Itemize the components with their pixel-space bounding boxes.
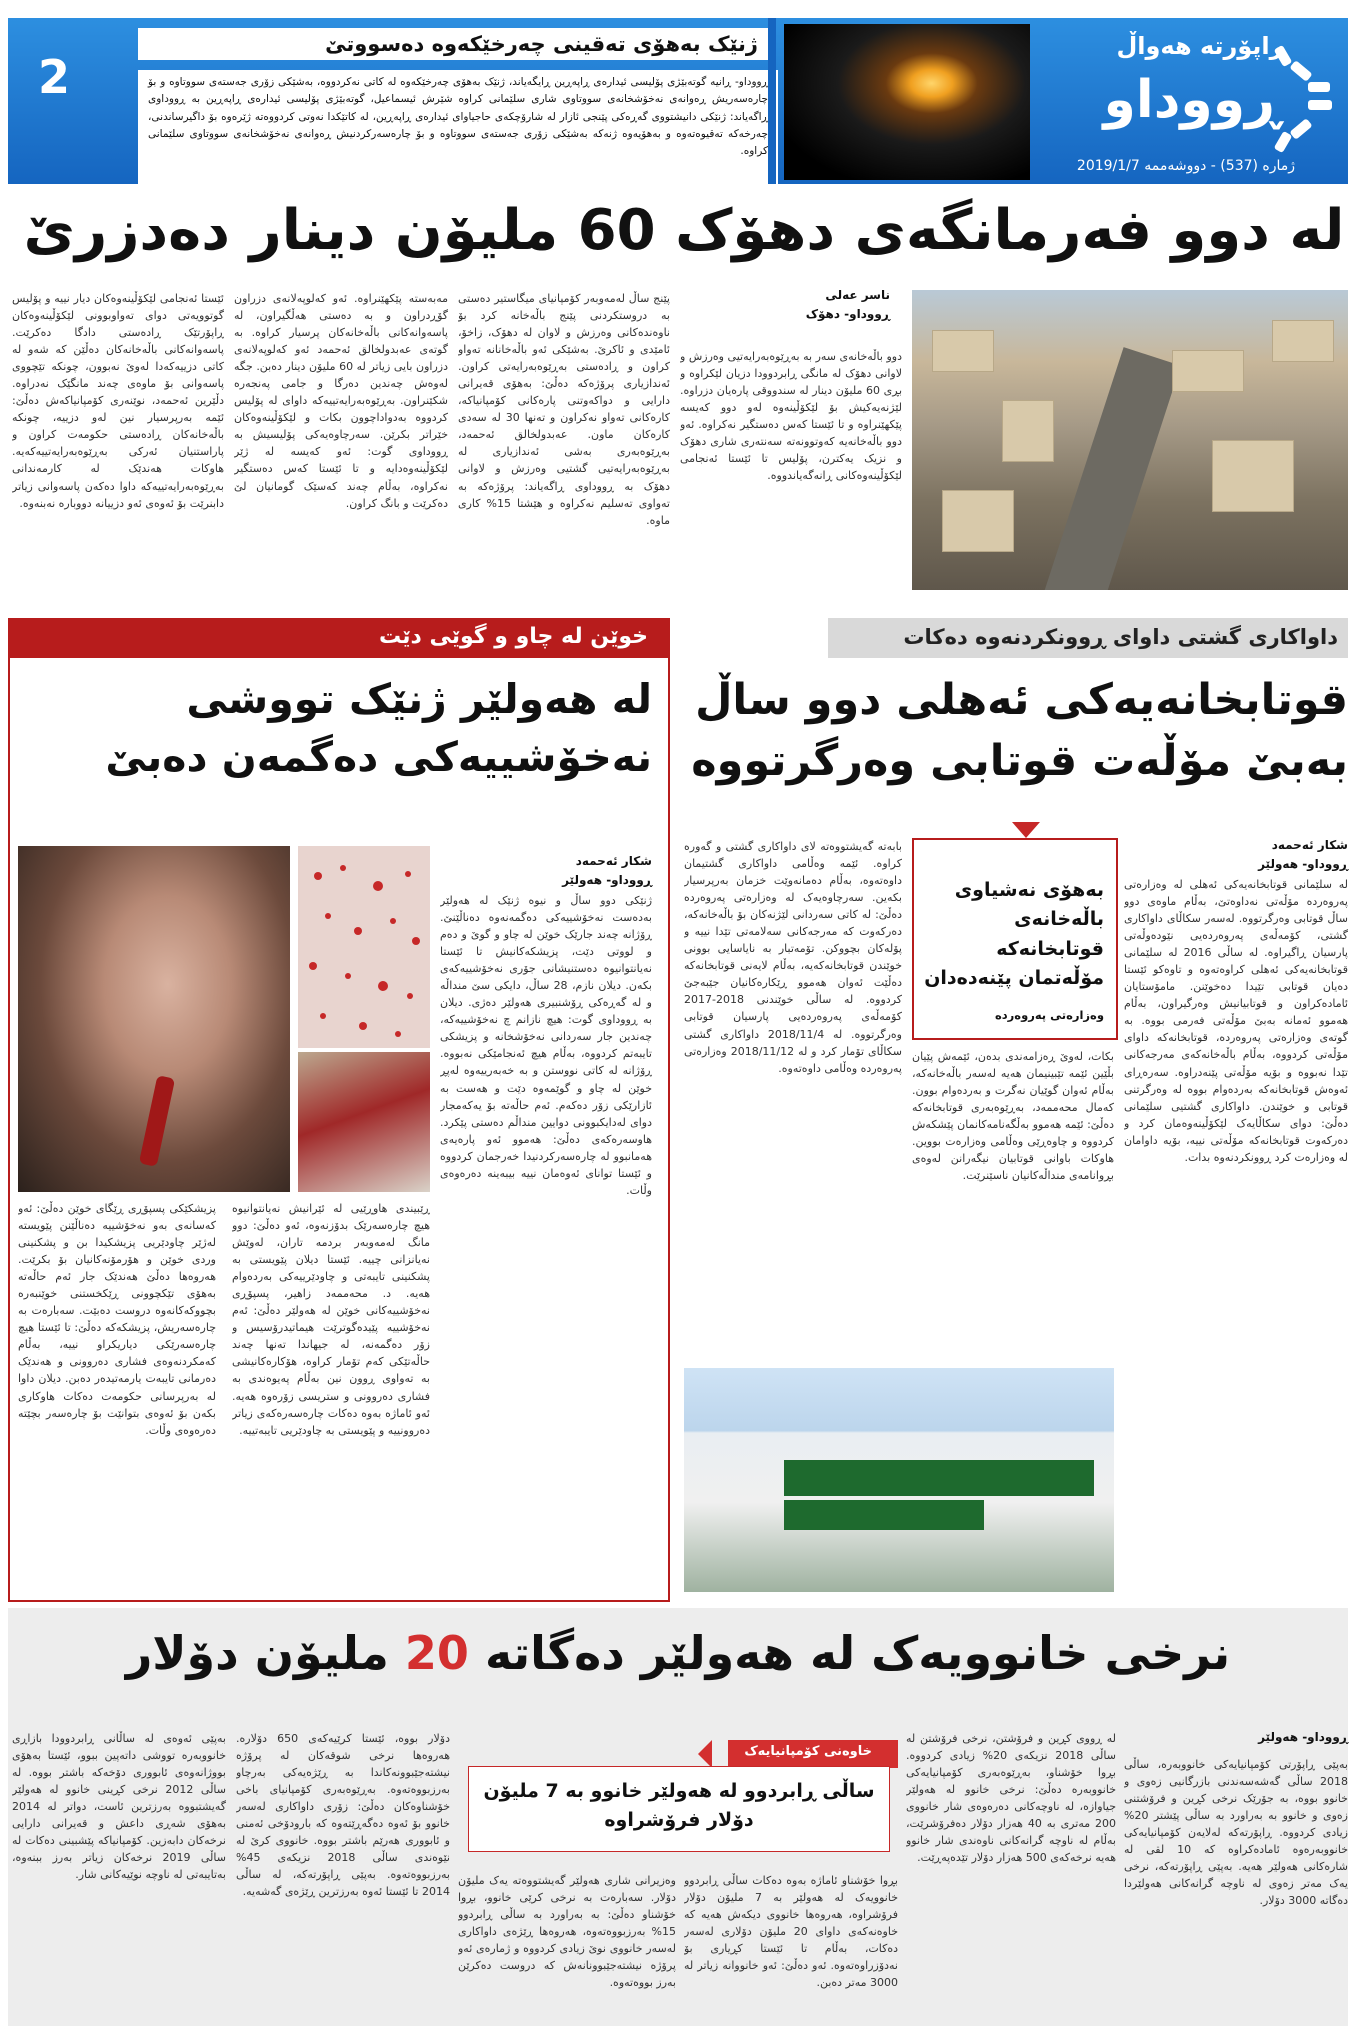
school-sign-lower [784,1500,984,1530]
chevron-left-icon [698,1740,712,1768]
right-column-3: بابەتە گەیشتووەتە لای داواکاری گشتی و گەورە کراوە. ئێمە وەڵامی داواکاری گشتیمان داوەتەوە، بەڵام دەمانەوێت خزمان بەرپرسیار بکەین. سەرچاوەیەک لە وەزارەتی پەروەردە دەڵێ: لە کاتی سەردانی لێژنەکان بۆ باڵەخانەکە، دەرکەوت کە مەرجەکانی سەلامەتی تێدا نییە و پۆلەکان بچووکن. تۆمەتبار بە نایاسایی بوونی خوێندن قوتابخانەکەیە، بەڵام لایەنی قوتابخانەکە دەڵێت ئەوان هەموو ڕێکارەکانیان جێبەجێ کردووە. لە ساڵی خوێندنی 2018-2017 کۆمەڵەی پەروەردەیی پارسیان قوتابی وەرگرتووە. لە 2018/11/4 داواکاری گشتی سکاڵای تۆمار کرد و لە 2018/11/12 وەزارەتی پەروەردە وەڵامی داوەتەوە. [684,840,902,1075]
bottom-column-5: دۆلار بووە، ئێستا کرێیەکەی 650 دۆلارە. هەروەها نرخی شوقەکان لە پرۆژە نیشتەجێبوونەکاندا بە ڕێژەیەکی بەرچاو بەرزبووەتەوە. بەڕێوەبەری کۆمپانیای باخی خۆشناوەکان دەڵێ: زۆری داواکاری لەسەر خانوو بۆ ئەوە دەگەڕێتەوە کە بارودۆخی ئەمنی و ئابووری هەرێم باشتر بووە. خانووی کرێ لە نێوەندی ساڵی 2018 نزیکەی 45% بەرزبووەتەوە. بەپێی ڕاپۆرتەکە، لە ساڵی 2014 تا ئێستا ئەوە بەرزترین ڕێژەی گەشەیە. [236,1732,450,1899]
teaser-text: ڕووداو- ڕانیە گوتەبێژی پۆلیسی ئیدارەی ڕاپەڕین ڕایگەیاند، ژنێک بەهۆی چەرخێکەوە لە کاتی نەکردووە، بەشێکی زۆری جەستەی سووتاوە و بۆ چارەسەریش ڕەوانەی نەخۆشخانەی سووتاوی شاری سلێمانی کراوە شێرش ئیسماعیل، گوتەبێژی پۆلیسی ئیدارەی ڕاپەڕین بە ڕووداوی ڕاگەیاند: ژنێکی دانیشتووی گەڕەکی پێنجی ئازار لە شارۆچکەی حاجیاوای ئیدارەی ڕاپەڕین، لە کاتێکدا نەوتی کردووەتە ژێرەوە بۆ داگیرساندنی، چەرخەکە تەقیوەتەوە و بەهۆیەوە ژنەکە بەشێکی زۆری جەستەی سووتاوە و بۆ چارەسەرکردنیش ڕەوانەی نەخۆشخانەی سووتاوی سلێمانی کراوە. [138,70,778,188]
byline-place: ڕووداو- دهۆک [805,307,890,322]
quote-banner-text: خاوەنی کۆمپانیایەک [744,1744,872,1759]
issue-info: ژمارە (537) - دووشەممە 2019/1/7 [1076,158,1296,174]
road [1043,347,1180,590]
left-story-byline [440,852,652,890]
building [1272,320,1334,362]
blood-drops-svg [298,846,430,1048]
quote-banner [728,1740,898,1768]
main-headline[interactable]: لە دوو فەرمانگەی دهۆک 60 ملیۆن دینار دەدزرێ [23,198,1345,263]
duhok-byline [680,286,890,324]
byline-name: ناسر عەلی [825,288,890,302]
chevron-down-icon [1012,822,1040,838]
left-banner-text: خوێن لە چاو و گوێی دێت [378,624,648,649]
right-column-2: بکات، لەوێ ڕەزامەندی بدەن، ئێمەش پێیان بڵێین ئێمە تێبینیمان هەیە لەسەر باڵەخانەکە، بەڵام ئەوان گوێیان نەگرت و بەردەوام بوون. کەمال محەممەد، بەڕێوەبەری قوتابخانەکە دەڵێ: ئێمە هەموو بەڵگەنامەکانمان پێشکەش کردووە و چاوەڕێی وەڵامی وەزارەت بووین. هاوکات باوانی قوتابیان نیگەرانن لەوەی بڕوانامەی منداڵەکانیان ناسێنرێت. [912,1050,1114,1183]
byline-place: ڕووداو- هەولێر [562,873,652,888]
pullquote-source: وەزارەتی پەروەردە [994,1008,1104,1022]
headline-part: ملیۆن دۆلار [125,1626,405,1680]
pullquote-text: بەهۆی نەشیاوی باڵەخانەی قوتابخانەکە مۆڵەتمان پێنەدەدان [924,879,1104,990]
building [932,330,994,372]
school-building-photo [684,1368,1114,1592]
left-column-3: پزیشکێکی پسپۆڕی ڕێگای خوێن دەڵێ: ئەو کەسانەی بەو نەخۆشییە دەناڵێنن پێویستە لەژێر چاودێریی پزیشکیدا بن و پشکنینی وردی خوێن و هۆرمۆنەکانیان بۆ بکرێت. هەروەها دەڵێ هەندێک جار ئەم حاڵەتە بەهۆی تێکچوونی ڕێکخستنی خوێنبەرە بچووکەکانەوە دروست دەبێت. سەبارەت بە چارەسەریش، پزیشکەکە دەڵێ: تا ئێستا هیچ چارەسەرێکی دیاریکراو نییە، بەڵام کەمکردنەوەی فشاری دەروونی و هەندێک دەرمانی تایبەت یارمەتیدەر دەبن. دیلان داوا لە بەرپرسانی حکومەت دەکات هاوکاری بکەن بۆ ئەوەی بتوانێت بۆ چارەسەر بچێتە دەرەوەی وڵات. [18,1202,216,1437]
duhok-column-2: پێنج ساڵ لەمەوبەر کۆمپانیای میگاستیر دەستی بە دروستکردنی پێنج باڵەخانە کرد بۆ ناوەندەکانی وەرزش و لاوان لە دهۆک، زاخۆ، ئامێدی و ئاکرێ. بەشێکی ئەو باڵەخانانە تەواو کراون و ڕادەستی بەڕێوەبەرایەتی کراون. ئەندازیاری پرۆژەکە دەڵێ: بەهۆی قەیرانی دارایی و دواکەوتنی پارەکانی کۆمپانیاکە، کارەکانی تەواو نەکراون و تەنها 30 لە سەدی کارەکان ماون. عەبدولخالق ئەحمەد، بەڕێوەبەری بەشی ئەندازیاری لە بەڕێوەبەرایەتیی گشتیی وەرزش و لاوانی دهۆک بە ڕووداوی ڕاگەیاند: پرۆژەکە بە تەواوی تەسلیم نەکراوە و هێشتا 15% کاری ماوە. [458,292,670,527]
blood-streak [139,1075,175,1167]
quote-frame [468,1766,890,1852]
bottom-column-2: لە ڕووی کڕین و فرۆشتن، نرخی فرۆشتن لە ساڵی 2018 نزیکەی 20% زیادی کردووە. بڕوا خۆشناو، بەڕێوەبەری کۆمپانیایەکی خانووبەرە دەڵێ: نرخی خانوو لە هەولێر جیاوازە، لە ناوچەکانی دەرەوەی شار خانووی 200 مەتری بە 40 هەزار دۆلار دەفرۆشرێت، بەڵام لە ناوچە گرانەکانی ناوەندی شار خانوو هەیە نرخەکەی 500 هەزار دۆلار تێدەپەڕێت. [906,1732,1116,1865]
duhok-column-4: ئێستا ئەنجامی لێکۆڵینەوەکان دیار نییە و پۆلیس گوتوویەتی دوای تەواوبوونی لێکۆڵینەوەکان ڕاپۆرتێک ڕادەستی دادگا دەکرێت. پاسەوانەکانی باڵەخانەکان دەڵێن کە شەو لە کاتی دزییەکەدا لەوێ نەبوون، چونکە تێچووی پاسەوانی بۆ ماوەی چەند مانگێک نەدراوە. دڵێرین ئەحمەد، نوێنەری کۆمپانیاکەش دەڵێ: ئێمە بەرپرسیار نین لەو دزییە، چونکە باڵەخانەکان ڕادەستی حکومەت کراون و پاراستنیان ئەرکی بەڕێوەبەرایەتییەکەیە. هاوکات هەندێک لە کارمەندانی بەڕێوەبەرایەتییەکە داوا دەکەن پاسەوانی زیاتر دابنرێت بۆ ئەوەی ئەو دزییانە دووبارە نەبنەوە. [12,292,224,510]
duhok-column-1: دوو باڵەخانەی سەر بە بەڕێوەبەرایەتیی وەرزش و لاوانی دهۆک لە مانگی ڕابردوودا دزیان لێکراوە و بڕی 60 ملیۆن دینار لە سندووقی پارەیان دزراوە. لێژنەیەکیش بۆ لێکۆڵینەوە لەو دوو کەیسە پێکهێنراوە و تا ئێستا کەس دەستگیر نەکراوە. ئەو دوو باڵەخانەیە کەوتوونەتە سەنتەری شاری دهۆک و نزیک یەکترن، پۆلیس تا ئێستا ئەنجامی لێکۆڵینەوەکانی ڕانەگەیاندووە. [680,350,902,483]
headline-number: 20 [404,1626,469,1680]
bottom-column-4: وەزیرانی شاری هەولێر گەیشتووەتە یەک ملیۆن دۆلار. سەبارەت بە نرخی کرێی خانوو، بڕوا خۆشناو دەڵێ: بە بەراورد بە ساڵی ڕابردوو 15% بەرزبووەتەوە، هەروەها ڕێژەی داواکاری لەسەر خانووی نوێ زیادی کردووە و ژمارەی ئەو پرۆژە نیشتەجێبوونانەش کە دروست دەکرێن بەرز بووەتەوە. [458,1874,676,1990]
building [942,490,1014,552]
bottom-column-1: بەپێی ڕاپۆرتی کۆمپانیایەکی خانووبەرە، ساڵی 2018 ساڵی گەشەسەندنی بازرگانیی زەوی و خانوو بووە، بە جۆرێک نرخی کڕین و فرۆشتنی زەوی و خانوو بە بەراورد بە ساڵی پێشتر 20% زیادی کردووە. ڕاپۆرتەکە لەلایەن کۆمپانیایەکی خانووبەرەوە ئامادەکراوە کە 10 لقی لە شارەکانی هەولێر هەیە. بەپێی ڕاپۆرتەکە، نرخی یەک مەتر زەوی لە ناوچە گرانەکانی هەولێردا دەگاتە 3000 دۆلار. [1124,1758,1348,1908]
masthead [8,18,1348,184]
woman-photo [18,846,290,1192]
right-column-1: لە سلێمانی قوتابخانەیەکی ئەهلی لە وەزارەتی پەروەردە مۆڵەتی نەداوەتێ، بەڵام ماوەی دوو ساڵ قوتابی وەرگرتووە. لەسەر سکاڵای داواکاری گشتی، کۆمەڵەی پەروەردەیی نێودەوڵەتی پارسیان ڕاگیراوە. لە ساڵی 2016 لە سلێمانی قوتابخانەیەکی ئەهلی کراوەتەوە و تاوەکو ئێستا دەیان قوتابی تێیدا دەخوێنن. مامۆستایان ئامادەکراون و قوتابیانیش وەرگیراون، بەڵام هەموو ئەمانە بەبێ مۆڵەتی فەرمی بووە. بە گوتەی وەزارەتی پەروەردە، قوتابخانەکە داوای مۆڵەتی کردووە، بەڵام باڵەخانەکەی مەرجەکانی تێدا نەبووە و بۆیە مۆڵەتی پێنەدراوە. سەرەڕای ئەوەش قوتابخانەکە بەردەوام بووە لە وەرگرتنی قوتابی و خوێندن. داواکاری گشتیی سلێمانی دەڵێ: دوای سکاڵایەک لێکۆڵینەوەمان کرد و دەرکەوت قوتابخانەکە مۆڵەتی نییە، بۆیە داوامان لە وەزارەت کرد ڕوونکردنەوە بدات. [1124,878,1348,1164]
quote-text: ساڵی ڕابردوو لە هەولێر خانوو بە 7 ملیۆن دۆلار فرۆشراوە [483,1780,875,1832]
bottom-quote-box [458,1740,898,1858]
building [1212,440,1294,512]
byline-name: شکار ئەحمەد [1271,838,1348,852]
right-story-headline[interactable]: قوتابخانەیەکی ئەهلی دوو ساڵ بەبێ مۆڵەت قوتابی وەرگرتووە [691,675,1348,787]
school-sign [784,1460,1094,1496]
left-column-1: ژنێکی دوو ساڵ و نیوە ژنێک لە هەولێر بەدەست نەخۆشییەکی دەگمەنەوە دەناڵێنێ. ڕۆژانە چەند جارێک خوێن لە چاو و گوێ و دەم و لووتی دێت، پزیشکەکانیش تا ئێستا نەیانتوانیوە دەستنیشانی جۆری نەخۆشییەکەی بکەن. دیلان نازم، 28 ساڵ، دایکی سێ منداڵە و لە گەڕەکی ڕۆشنبیری هەولێر دەژی. دیلان بە ڕووداوی گوت: هیچ نازانم چ نەخۆشییەکە، چەندین جار سەردانی نەخۆشخانە و پزیشکی تایبەتم کردووە، بەڵام هیچ ئەنجامێکی نەبووە. ڕۆژانە لە کاتی نووستن و بە خەبەرییەوە لەپڕ خوێن لە چاو و گوێمەوە دێت و هەست بە ئازارێکی زۆر دەکەم. ئەم حاڵەتە بۆ یەکەمجار دوای لەدایکبوونی دوایین منداڵم دەستی پێکرد. هاوسەرەکەی دەڵێ: هەموو ئەو پارەیەی هەمانبوو لە چارەسەرکردنیدا خەرجمان کردووە و ئێستا توانای ئەوەمان نییە بیبەینە دەرەوەی وڵات. [440,894,652,1197]
bottom-column-3: بڕوا خۆشناو ئاماژە بەوە دەکات ساڵی ڕابردوو خانوویەک لە هەولێر بە 7 ملیۆن دۆلار فرۆشراوە، هەروەها خانووی دیکەش هەیە کە خاوەنەکەی داوای 20 ملیۆن دۆلاری لەسەر دەکات، بەڵام تا ئێستا کڕیاری بۆ نەدۆزراوەتەوە. ئەو دەڵێ: ئەو خانووانە زیاتر لە 3000 مەتر دەبن. [684,1874,898,1990]
left-story-banner [8,618,668,658]
right-story-banner [828,618,1348,658]
left-column-2: ڕێبیندی هاوڕێیی لە ئێرانیش نەیانتوانیوە هیچ چارەسەرێک بدۆزنەوە، ئەو دەڵێ: دوو مانگ لەمەوبەر بردمە تاران، لەوێش نەیانزانی چییە. ئێستا دیلان پێویستی بە پشکنینی تایبەتی و چاودێرییەکی بەردەوام هەیە. د. محەممەد زاهیر، پسپۆڕی نەخۆشییەکانی خوێن لە هەولێر دەڵێ: ئەم نەخۆشییە پێیدەگوترێت هیماتیدرۆسیس و زۆر دەگمەنە، لە جیهاندا تەنها چەند حاڵەتێکی کەم تۆمار کراوە، هۆکارەکانیشی بە تەواوی ڕوون نین بەڵام پەیوەندی بە فشاری دەروونی و ستریسی زۆرەوە هەیە. ئەو ئاماژە بەوە دەکات چارەسەرەکەی زیاتر دەروونییە و پێویستی بە چاودێریی تایبەتییە. [232,1202,430,1437]
pullquote-box [912,838,1118,1040]
duhok-city-photo [912,290,1348,590]
headline-part: نرخی خانوویەک لە هەولێر دەگاتە [468,1626,1231,1680]
page-number: 2 [37,50,70,104]
teaser-divider [768,18,776,184]
child-photo [298,1052,430,1192]
blood-drops-photo [298,846,430,1048]
byline-name: شکار ئەحمەد [575,854,652,868]
bottom-headline[interactable] [8,1626,1348,1680]
right-banner-text: داواکاری گشتی داوای ڕوونکردنەوە دەکات [903,625,1338,649]
candle-photo [784,24,1030,180]
left-story-headline[interactable]: لە هەولێر ژنێک تووشی نەخۆشییەکی دەگمەن دەبێ [105,675,652,782]
logo-subtitle: ڕاپۆرتە هەواڵ [1116,32,1286,60]
bottom-byline: ڕووداو- هەولێر [1258,1730,1348,1744]
duhok-column-3: مەبەستە پێکهێنراوە. ئەو کەلوپەلانەی دزراون گۆڕدراون و بە دەستی هەڵگیراون، لە پاسەوانەکانی باڵەخانەکان پرسیار کراوە. بە گوتەی عەبدولخالق ئەحمەد ئەو کەلوپەلانەی دزراون بایی زیاتر لە 60 ملیۆن دینار دەبن. جگە لەوەش چەندین دەرگا و جامی پەنجەرە شکێنراون. بەڕێوەبەرایەتییەکە داوای لە پۆلیس کردووە بەدواداچوون بکات و لێکۆڵینەوەکان خێراتر بکرێن. سەرچاوەیەکی پۆلیسیش بە ڕووداوی گوت: ئەو کەیسە لە ژێر لێکۆڵینەوەدایە و تا ئێستا کەس دەستگیر نەکراوە، بەڵام چەند کەسێک گومانیان لێ دەکرێت و بانگ کراون. [234,292,448,510]
byline-place: ڕووداو- هەولێر [1258,857,1348,872]
right-story-byline [1124,836,1348,874]
logo-area[interactable] [1036,18,1348,184]
building [1002,400,1054,462]
logo-wordmark: ڕووداو [1103,70,1281,130]
bottom-column-6: بەپێی ئەوەی لە ساڵانی ڕابردوودا بازاڕی خانووبەرە تووشی داتەپین ببوو، ئێستا بەهۆی بووژانەوەی ئابووری دۆخەکە باشتر بووە. لە ساڵی 2012 نرخی کڕینی خانوو لە هەولێر گەیشتبووە بەرزترین ئاست، دواتر لە 2014 بەهۆی شەڕی داعش و قەیرانی دارایی نرخەکان دابەزین. کۆمپانیاکە پێشبینی دەکات لە ساڵی 2019 نرخەکان زیاتر بەرز ببنەوە، بەتایبەتی لە ناوچە نوێیەکانی شار. [12,1732,226,1882]
teaser-headline[interactable]: ژنێک بەهۆی تەقینی چەرخێکەوە دەسووتێ [138,28,768,60]
building [1172,350,1244,392]
